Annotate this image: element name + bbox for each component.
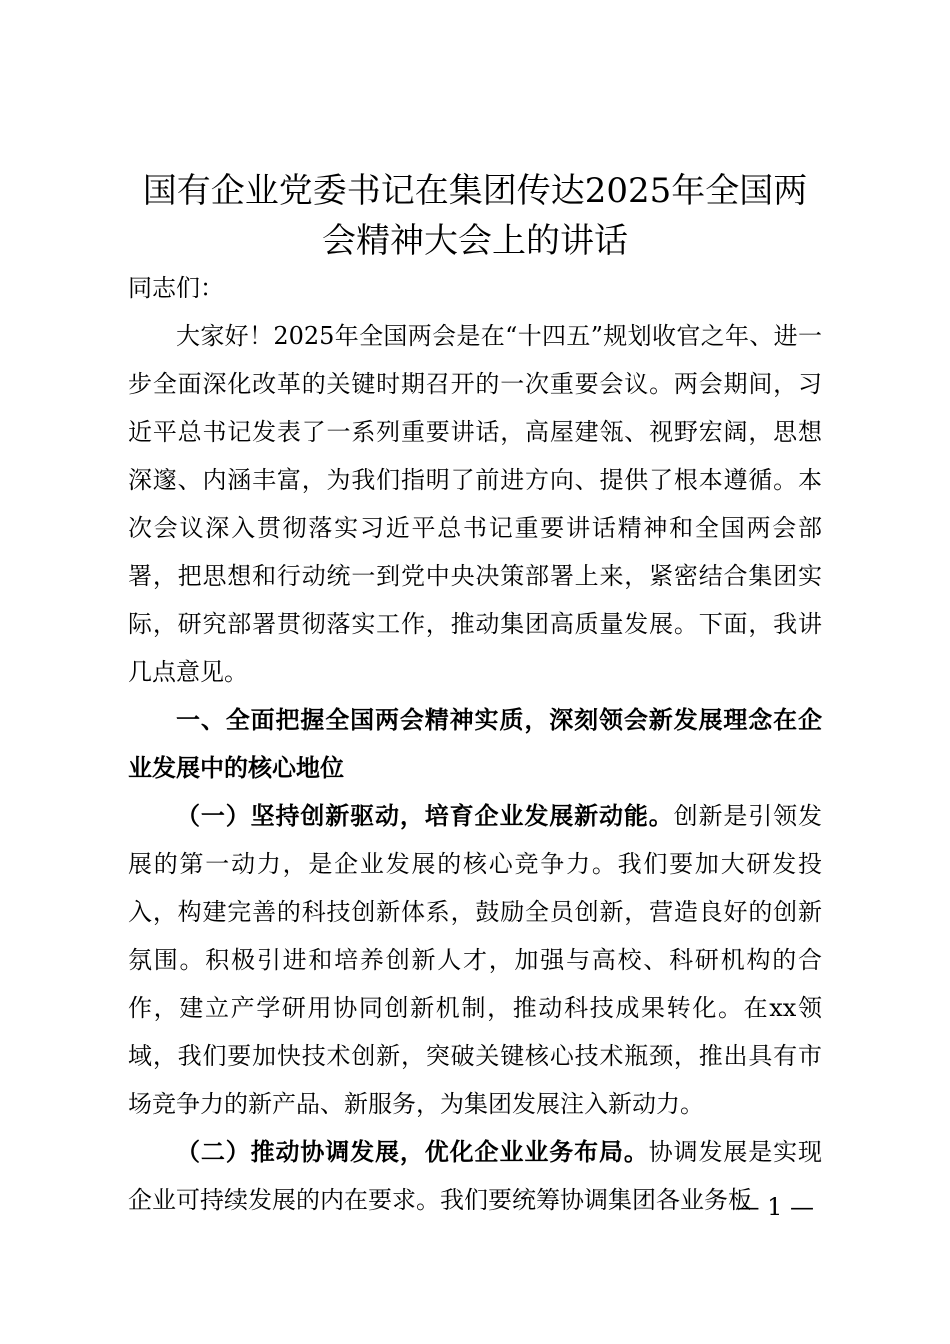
subheading: （二）推动协调发展，优化企业业务布局。 bbox=[176, 1137, 649, 1166]
section-heading: 一、全面把握全国两会精神实质，深刻领会新发展理念在企业发展中的核心地位 bbox=[128, 706, 822, 782]
intro-paragraph: 大家好！2025年全国两会是在“十四五”规划收官之年、进一步全面深化改革的关键时期召开的一次重要会议。两会期间，习近平总书记发表了一系列重要讲话，高屋建瓴、视野宏阔，思想深邃、内涵丰富，为我们指明了前进方向、提供了根本遵循。本次会议深入贯彻落实习近平总书记重要讲话精神和全国两会部署，把思想和行动统一到党中央决策部署上来，紧密结合集团实际，研究部署贯彻落实工作，推动集团高质量发展。下面，我讲几点意见。 bbox=[128, 322, 822, 686]
paragraph-text: 创新是引领发展的第一动力，是企业发展的核心竞争力。我们要加大研发投入，构建完善的科技创新体系，鼓励全员创新，营造良好的创新氛围。积极引进和培养创新人才，加强与高校、科研机构的合作，建立产学研用协同创新机制，推动科技成果转化。在xx领域，我们要加快技术创新，突破关键核心技术瓶颈，推出具有市场竞争力的新产品、新服务，为集团发展注入新动力。 bbox=[128, 802, 823, 1118]
page-number: — 1 — bbox=[735, 1193, 814, 1221]
document-body bbox=[128, 264, 822, 1224]
list-item bbox=[128, 792, 822, 1128]
document-title: 国有企业党委书记在集团传达2025年全国两会精神大会上的讲话 bbox=[142, 171, 808, 261]
subheading: （一）坚持创新驱动，培育企业发展新动能。 bbox=[176, 801, 674, 830]
list-item bbox=[128, 1128, 822, 1224]
salutation: 同志们： bbox=[128, 274, 224, 302]
paragraph-text: 协调发展是实现企业可持续发展的内在要求。我们要统筹协调集团各业务板 bbox=[128, 1138, 822, 1214]
